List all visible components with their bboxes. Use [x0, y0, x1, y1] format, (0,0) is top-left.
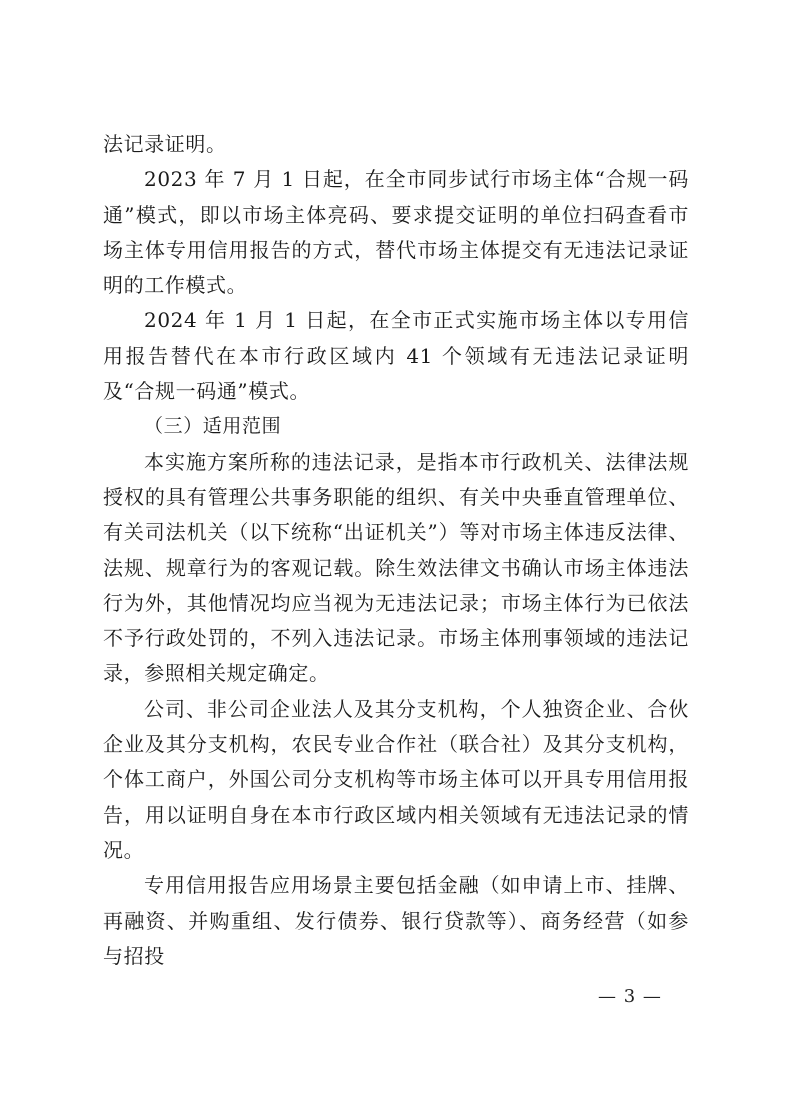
document-body [103, 127, 689, 974]
section-heading-scope: （三）适用范围 [144, 415, 282, 438]
paragraph-formal-implementation: 2024 年 1 月 1 日起，在全市正式实施市场主体以专用信用报告替代在本市行政区域内 41 个领域有无违法记录证明及“合规一码通”模式。 [103, 308, 689, 404]
paragraph-application-scenarios: 专用信用报告应用场景主要包括金融（如申请上市、挂牌、再融资、并购重组、发行债券、银行贷款等）、商务经营（如参与招投 [103, 873, 689, 968]
page-number: — 3 — [598, 986, 662, 1007]
paragraph-trial-mode: 2023 年 7 月 1 日起，在全市同步试行市场主体“合规一码通”模式，即以市场主体亮码、要求提交证明的单位扫码查看市场主体专用信用报告的方式，替代市场主体提交有无违法记录证明的工作模式。 [103, 167, 689, 298]
paragraph-definition: 本实施方案所称的违法记录，是指本市行政机关、法律法规授权的具有管理公共事务职能的组织、有关中央垂直管理单位、有关司法机关（以下统称“出证机关”）等对市场主体违反法律、法规、规章行为的客观记载。除生效法律文书确认市场主体违法行为外，其他情况均应当视为无违法记录；市场主体行为已依法不予行政处罚的，不列入违法记录。市场主体刑事领域的违法记录，参照相关规定确定。 [103, 449, 689, 686]
paragraph-continuation: 法记录证明。 [103, 132, 227, 156]
paragraph-eligible-entities: 公司、非公司企业法人及其分支机构，个人独资企业、合伙企业及其分支机构，农民专业合作社（联合社）及其分支机构，个体工商户，外国公司分支机构等市场主体可以开具专用信用报告，用以证明自身在本市行政区域内相关领域有无违法记录的情况。 [103, 696, 689, 862]
